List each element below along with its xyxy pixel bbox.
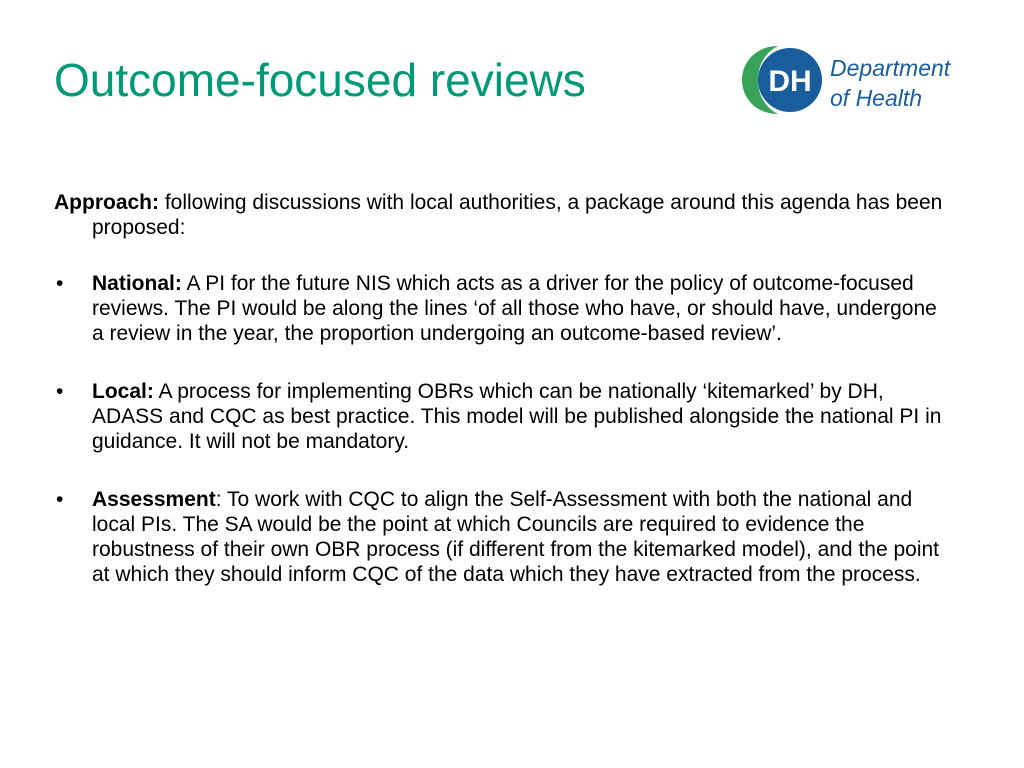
logo-name-line2: of Health [830, 85, 923, 111]
bullet-assessment-body: : To work with CQC to align the Self-Assessment with both the national and local PIs. The SA would be the point at which Councils are required to evidence the robustness of their own OBR process (if different from the kitemarked model), and the point at which they should inform CQC of the data which they have extracted from the process. [92, 488, 940, 586]
bullet-icon: • [56, 488, 64, 511]
bullet-local-text [92, 379, 954, 454]
bullet-assessment-label: Assessment [92, 488, 216, 511]
approach-paragraph [54, 190, 954, 240]
bullet-national-label: National: [92, 272, 182, 295]
department-of-health-logo [738, 40, 978, 120]
bullet-local-body: A process for implementing OBRs which can be nationally ‘kitemarked’ by DH, ADASS and CQC as best practice. This model will be published alongside the national PI in guidance. It will not be mandatory. [92, 380, 942, 453]
logo-name-line1: Department [830, 55, 951, 81]
bullet-national-body: A PI for the future NIS which acts as a driver for the policy of outcome-focused reviews. The PI would be along the lines ‘of all those who have, or should have, undergone a review in the year, the proportion undergoing an outcome-based review’. [92, 272, 937, 345]
approach-label: Approach: [54, 191, 159, 214]
bullet-icon: • [56, 272, 64, 295]
bullet-local [54, 379, 954, 454]
bullet-local-label: Local: [92, 380, 154, 403]
slide-body [54, 190, 954, 620]
logo-mark-text: DH [768, 65, 812, 98]
dh-logo-graphic [738, 40, 978, 120]
bullet-national-text [92, 271, 954, 346]
bullet-assessment-text [92, 487, 954, 587]
slide-title: Outcome-focused reviews [54, 54, 586, 106]
bullet-icon: • [56, 380, 64, 403]
bullet-assessment [54, 487, 954, 587]
approach-text: following discussions with local authorities, a package around this agenda has been proposed: [92, 191, 943, 239]
bullet-national [54, 271, 954, 346]
